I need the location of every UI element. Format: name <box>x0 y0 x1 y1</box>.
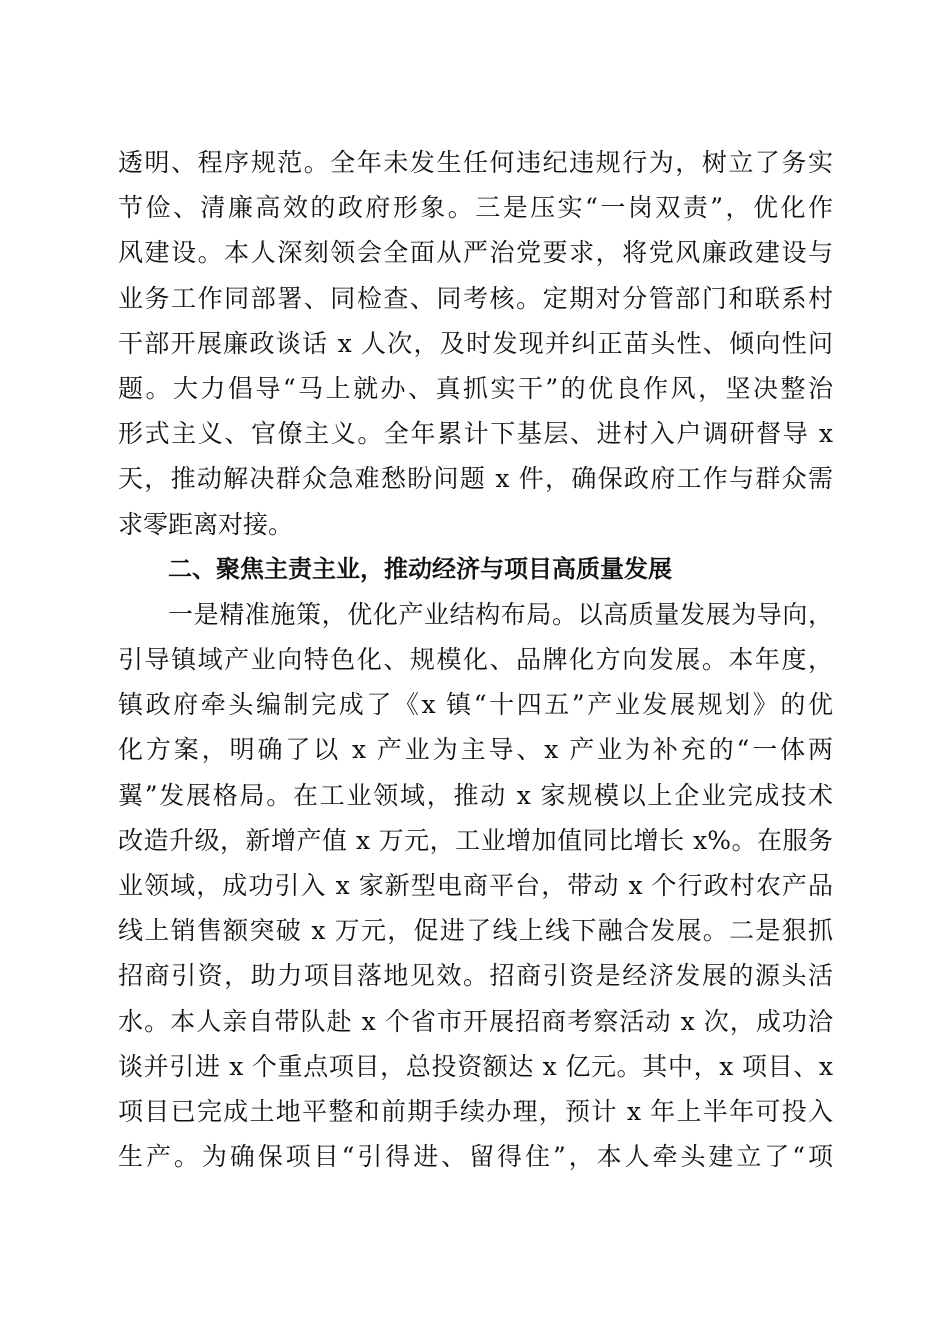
text-line: 风建设。本人深刻领会全面从严治党要求，将党风廉政建设与 <box>118 238 833 268</box>
section-heading: 二、聚焦主责主业，推动经济与项目高质量发展 <box>168 554 672 583</box>
text-line: 引导镇域产业向特色化、规模化、品牌化方向发展。本年度， <box>118 645 833 675</box>
text-line: 翼”发展格局。在工业领域，推动 x 家规模以上企业完成技术 <box>118 780 833 810</box>
paragraph-first-line: 一是精准施策，优化产业结构布局。以高质量发展为导向， <box>168 599 833 629</box>
text-line: 透明、程序规范。全年未发生任何违纪违规行为，树立了务实 <box>118 148 833 177</box>
text-line: 节俭、清廉高效的政府形象。三是压实“一岗双责”，优化作 <box>118 193 833 223</box>
text-line: 项目已完成土地平整和前期手续办理，预计 x 年上半年可投入 <box>118 1096 833 1126</box>
document-body <box>118 140 833 1179</box>
text-line: 线上销售额突破 x 万元，促进了线上线下融合发展。二是狠抓 <box>118 916 833 946</box>
text-line: 求零距离对接。 <box>118 509 294 539</box>
text-line: 干部开展廉政谈话 x 人次，及时发现并纠正苗头性、倾向性问 <box>118 328 833 358</box>
text-line: 生产。为确保项目“引得进、留得住”，本人牵头建立了“项 <box>118 1142 833 1172</box>
text-line: 水。本人亲自带队赴 x 个省市开展招商考察活动 x 次，成功洽 <box>118 1006 833 1036</box>
text-line: 题。大力倡导“马上就办、真抓实干”的优良作风，坚决整治 <box>118 373 833 403</box>
text-line: 谈并引进 x 个重点项目，总投资额达 x 亿元。其中，x 项目、x <box>118 1051 833 1081</box>
text-line: 招商引资，助力项目落地见效。招商引资是经济发展的源头活 <box>118 961 833 991</box>
text-line: 业领域，成功引入 x 家新型电商平台，带动 x 个行政村农产品 <box>118 871 833 900</box>
text-line: 化方案，明确了以 x 产业为主导、x 产业为补充的“一体两 <box>118 735 833 765</box>
text-line: 镇政府牵头编制完成了《x 镇“十四五”产业发展规划》的优 <box>118 690 833 720</box>
text-line: 天，推动解决群众急难愁盼问题 x 件，确保政府工作与群众需 <box>118 464 833 494</box>
text-line: 改造升级，新增产值 x 万元，工业增加值同比增长 x%。在服务 <box>118 825 833 855</box>
text-line: 业务工作同部署、同检查、同考核。定期对分管部门和联系村 <box>118 283 833 313</box>
text-line: 形式主义、官僚主义。全年累计下基层、进村入户调研督导 x <box>118 419 833 449</box>
